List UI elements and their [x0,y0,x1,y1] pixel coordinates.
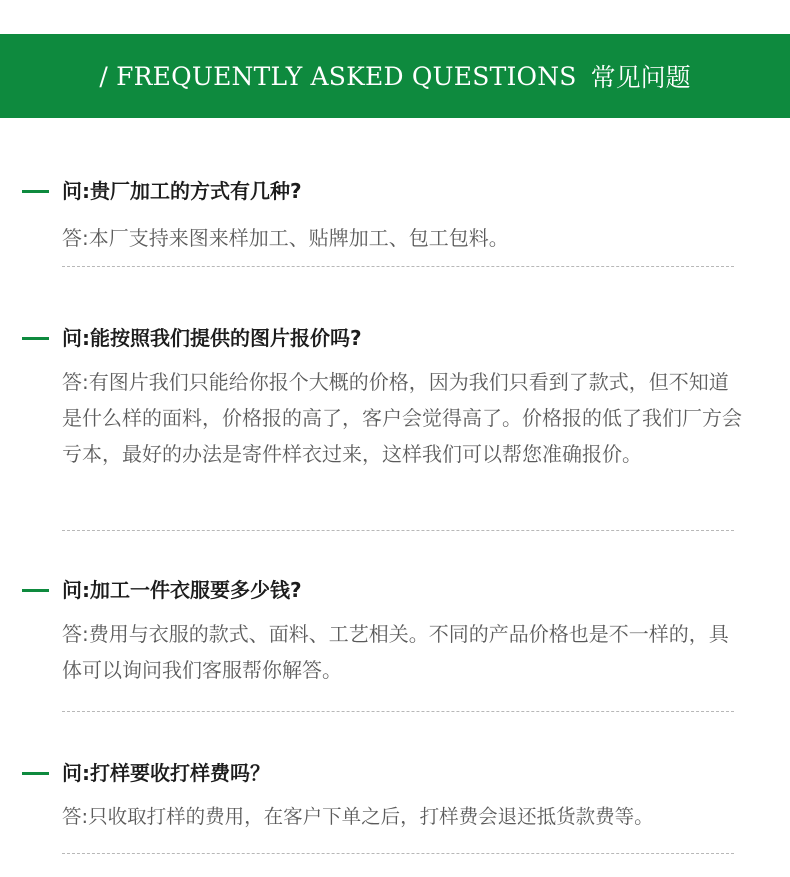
faq-answer: 答:只收取打样的费用，在客户下单之后，打样费会退还抵货款费等。 [62,805,654,828]
faq-answer: 答:本厂支持来图来样加工、贴牌加工、包工包料。 [62,226,509,250]
question-dash-icon [22,190,49,193]
faq-divider [62,853,734,854]
faq-question: 问:打样要收打样费吗？ [62,761,270,785]
faq-header-title-en: / FREQUENTLY ASKED QUESTIONS [99,61,577,91]
faq-divider [62,266,734,267]
faq-answer: 答:有图片我们只能给你报个大概的价格，因为我们只看到了款式，但不知道是什么样的面料，价格报的高了，客户会觉得高了。价格报的低了我们厂方会亏本，最好的办法是寄件样衣过来，这样我们可以帮您准确报价。 [62,370,742,466]
faq-answer: 答:费用与衣服的款式、面料、工艺相关。不同的产品价格也是不一样的，具体可以询问我们客服帮你解答。 [62,622,729,682]
question-dash-icon [22,772,49,775]
faq-header-title-cn: 常见问题 [590,63,691,92]
faq-divider [62,530,734,531]
faq-header-banner [0,34,790,118]
faq-question: 问:加工一件衣服要多少钱? [62,578,302,602]
faq-question: 问:贵厂加工的方式有几种? [62,179,302,203]
question-dash-icon [22,337,49,340]
faq-divider [62,711,734,712]
faq-question: 问:能按照我们提供的图片报价吗? [62,326,362,350]
question-dash-icon [22,589,49,592]
